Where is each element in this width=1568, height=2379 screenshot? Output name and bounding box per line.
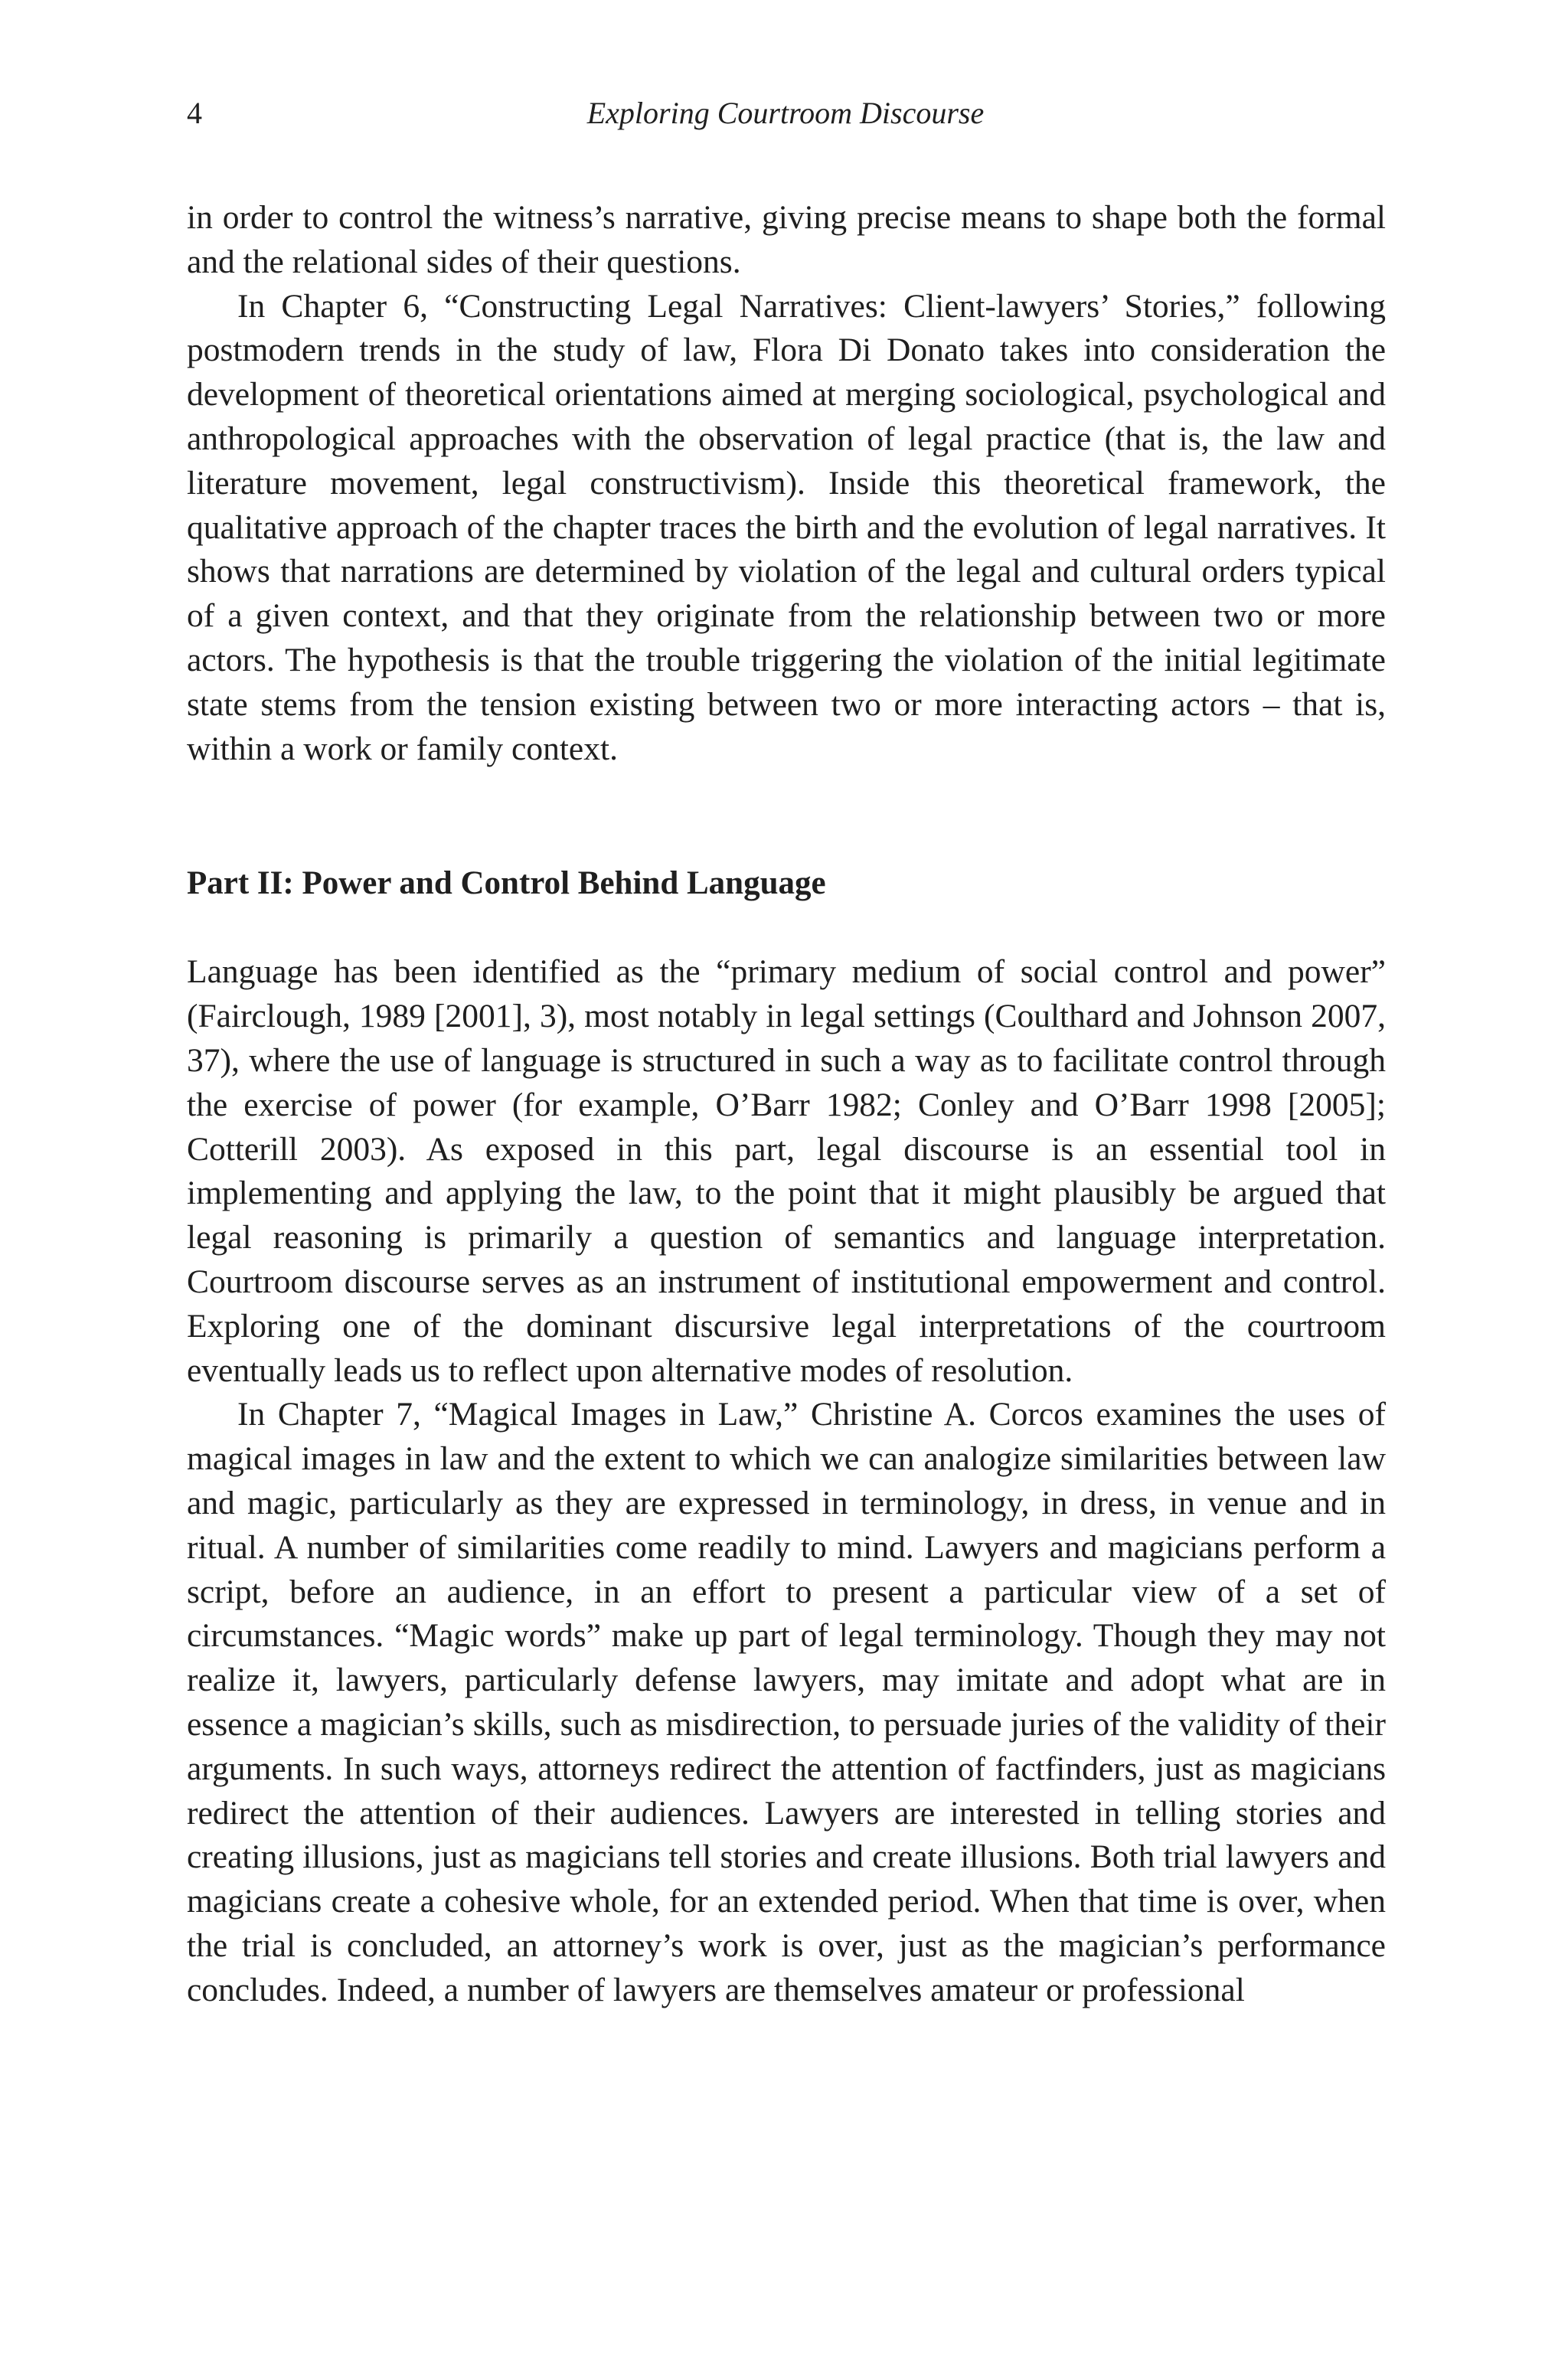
paragraph-chapter-6: In Chapter 6, “Constructing Legal Narratives: Client-lawyers’ Stories,” following postmodern trends in the study of law, Flora Di Donato takes into consideration the development of theoretical orientations aimed at merging sociological, psychological and anthropological approaches with the observation of legal practice (that is, the law and literature movement, legal constructivism). Inside this theoretical framework, the qualitative approach of the chapter traces the birth and the evolution of legal narratives. It shows that narrations are determined by violation of the legal and cultural orders typical of a given context, and that they originate from the relationship between two or more actors. The hypothesis is that the trouble triggering the violation of the initial legitimate state stems from the tension existing between two or more interacting actors – that is, within a work or family context. xyxy=(187,287,1386,767)
paragraph-part-2-intro: Language has been identified as the “primary medium of social control and power” (Fairclough, 1989 [2001], 3), most notably in legal settings (Coulthard and Johnson 2007, 37), where the use of language is structured in such a way as to facilitate control through the exercise of power (for example, O’Barr 1982; Conley and O’Barr 1998 [2005]; Cotterill 2003). As exposed in this part, legal discourse is an essential tool in implementing and applying the law, to the point that it might plausibly be argued that legal reasoning is primarily a question of semantics and language interpretation. Courtroom discourse serves as an instrument of institutional empowerment and control. Exploring one of the dominant discursive legal interpretations of the courtroom eventually leads us to reflect upon alternative modes of resolution. xyxy=(187,953,1386,1389)
running-title: Exploring Courtroom Discourse xyxy=(586,96,985,130)
running-header xyxy=(187,90,1384,136)
paragraph-chapter-7: In Chapter 7, “Magical Images in Law,” Christine A. Corcos examines the uses of magical images in law and the extent to which we can analogize similarities between law and magic, particularly as they are expressed in terminology, in dress, in venue and in ritual. A number of similarities come readily to mind. Lawyers and magicians perform a script, before an audience, in an effort to present a particular view of a set of circumstances. “Magic words” make up part of legal terminology. Though they may not realize it, lawyers, particularly defense lawyers, may imitate and adopt what are in essence a magician’s skills, such as misdirection, to persuade juries of the validity of their arguments. In such ways, attorneys redirect the attention of factfinders, just as magicians redirect the attention of their audiences. Lawyers are interested in telling stories and creating illusions, just as magicians tell stories and create illusions. Both trial lawyers and magicians create a cohesive whole, for an extended period. When that time is over, when the trial is concluded, an attorney’s work is over, just as the magician’s performance concludes. Indeed, a number of lawyers are themselves amateur or professional xyxy=(187,1396,1386,2008)
section-heading: Part II: Power and Control Behind Language xyxy=(187,865,826,902)
spacer xyxy=(187,906,1386,950)
body-text xyxy=(187,196,1386,2012)
paragraph-continued: in order to control the witness’s narrative, giving precise means to shape both the formal and the relational sides of their questions. xyxy=(187,199,1386,280)
spacer xyxy=(187,771,1386,861)
page-number: 4 xyxy=(187,96,202,130)
